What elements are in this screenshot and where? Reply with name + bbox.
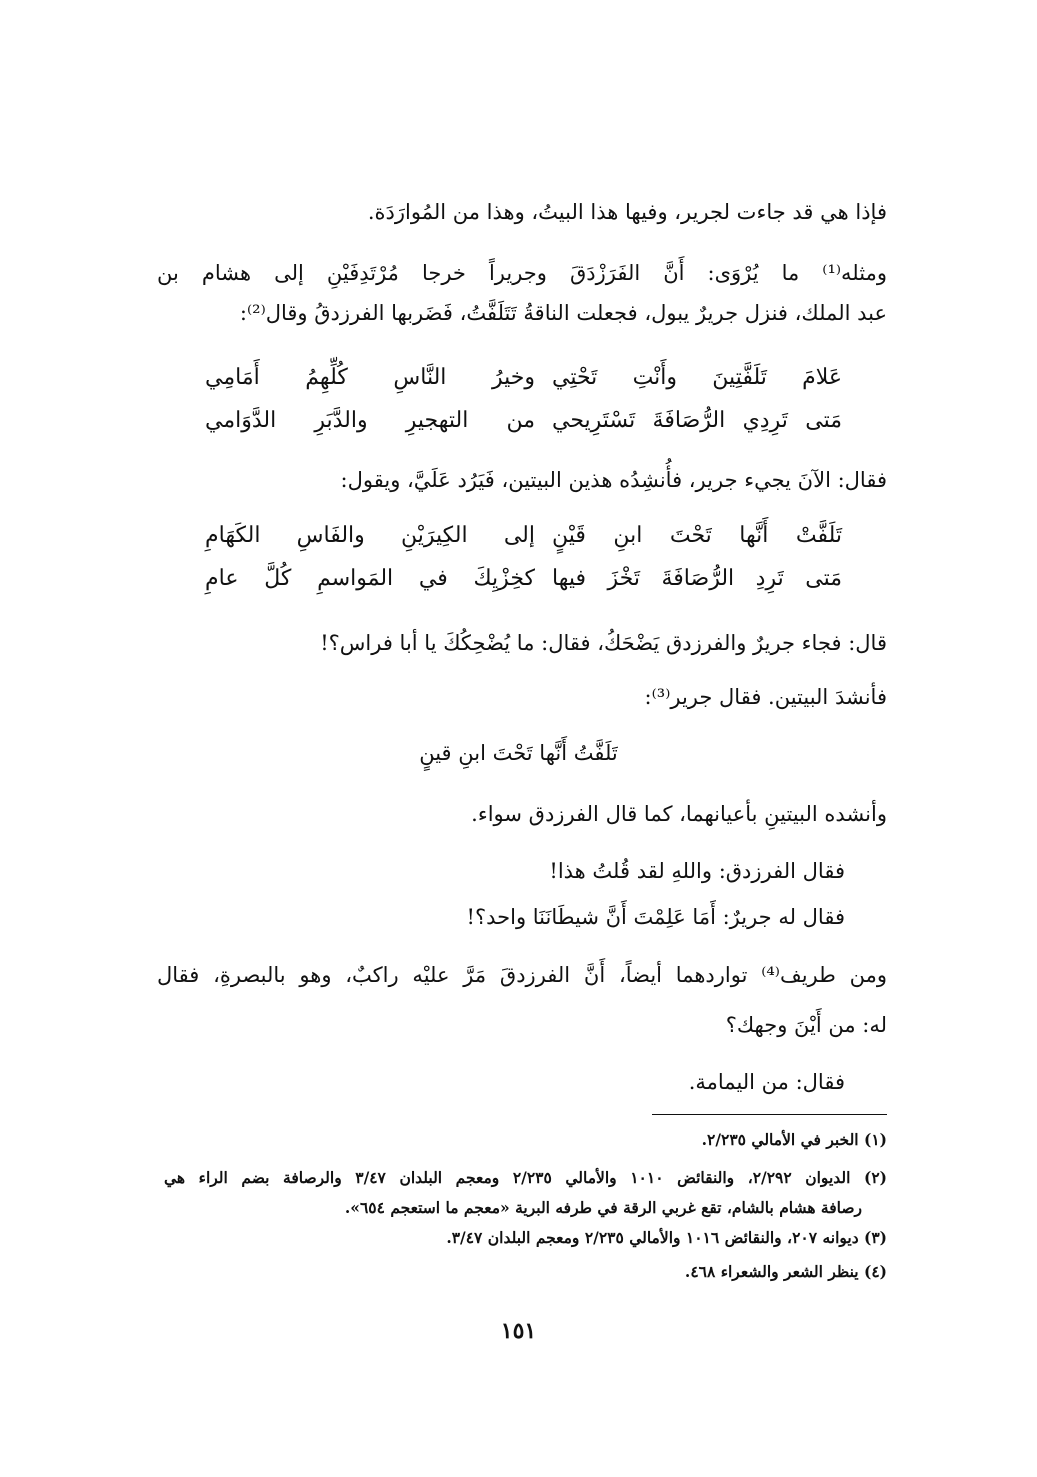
- paragraph-line: له: من أَيْنَ وجهك؟: [725, 1013, 887, 1037]
- verse-hemistich-left: إلى الكِيرَيْنِ والفَاسِ الكَهَامِ: [205, 523, 535, 548]
- paragraph-line: ومن طريف⁽⁴⁾ تواردهما أيضاً، أَنَّ الفرزدقَ مَرَّ عليْه راكبٌ، وهو بالبصرةِ، فقال: [157, 963, 887, 987]
- verse-hemistich-right: مَتى تَرِدِ الرُّصَافَةَ تَخْزَ فيها: [552, 566, 842, 591]
- verse-hemistich-right: تَلَفَّتْ أَنَّها تَحْتَ ابنِ قَيْنٍ: [552, 523, 842, 548]
- footnote: (١) الخبر في الأمالي ٢/٢٣٥.: [701, 1130, 887, 1149]
- quoted-hemistich: تَلَفَّتُ أَنَّها تَحْتَ ابنِ قينٍ: [419, 741, 618, 765]
- dialogue-line: فقال: من اليمامة.: [688, 1070, 845, 1094]
- footnote-separator: [652, 1114, 887, 1115]
- verse-hemistich-left: من التهجيرِ والدَّبَرِ الدَّوَامي: [205, 408, 535, 433]
- page-number: ١٥١: [500, 1318, 537, 1344]
- paragraph-line: وأنشده البيتينِ بأعيانهما، كما قال الفرزدق سواء.: [471, 802, 887, 826]
- verse-hemistich-right: عَلامَ تَلَفَّتِينَ وأَنْتِ تَحْتِي: [552, 365, 842, 390]
- verse-hemistich-right: مَتى تَرِدِي الرُّصَافَةَ تَسْتَرِيحي: [552, 408, 842, 433]
- paragraph-line: فأنشدَ البيتين. فقال جرير⁽³⁾:: [644, 685, 887, 709]
- paragraph-line: ومثله⁽¹⁾ ما يُرْوَى: أَنَّ الفَرَزْدَقَ وجريراً خرجا مُرْتَدِفَيْنِ إلى هشام بن: [157, 261, 887, 285]
- paragraph-line: قال: فجاء جريرٌ والفرزدق يَضْحَكُ، فقال: ما يُضْحِكُكَ يا أبا فراس؟!: [320, 631, 887, 655]
- footnote: (٣) ديوانه ٢٠٧، والنقائض ١٠١٦ والأمالي ٢/٢٣٥ ومعجم البلدان ٣/٤٧.: [446, 1228, 887, 1247]
- dialogue-line: فقال الفرزدق: واللهِ لقد قُلتُ هذا!: [549, 859, 845, 883]
- paragraph-line: عبد الملك، فنزل جريرٌ يبول، فجعلت الناقةُ تَتَلَفَّتُ، فَضَربها الفرزدقُ وقال⁽²⁾:: [239, 301, 887, 325]
- footnote-continuation: رصافة هشام بالشام، تقع غربي الرقة في طرفه البرية «معجم ما استعجم ٦٥٤».: [344, 1198, 862, 1217]
- paragraph-line: فإذا هي قد جاءت لجرير، وفيها هذا البيتُ، وهذا من المُوارَدَة.: [367, 200, 887, 224]
- verse-hemistich-left: كخِزْيِكَ في المَواسمِ كُلَّ عامِ: [205, 566, 535, 591]
- dialogue-line: فقال له جريرٌ: أَمَا عَلِمْتَ أَنَّ شيطَانَنَا واحد؟!: [466, 905, 845, 929]
- footnote: (٢) الديوان ٢/٢٩٢، والنقائض ١٠١٠ والأمالي ٢/٢٣٥ ومعجم البلدان ٣/٤٧ والرصافة بضم الراء هي: [164, 1168, 887, 1187]
- verse-hemistich-left: وخيرُ النَّاسِ كُلِّهِمُ أَمَامِي: [205, 365, 535, 390]
- paragraph-line: فقال: الآنَ يجيء جرير، فأُنشِدُه هذين البيتين، فَيَرُد عَلَيَّ، ويقول:: [340, 468, 887, 492]
- footnote: (٤) ينظر الشعر والشعراء ٤٦٨.: [684, 1262, 887, 1281]
